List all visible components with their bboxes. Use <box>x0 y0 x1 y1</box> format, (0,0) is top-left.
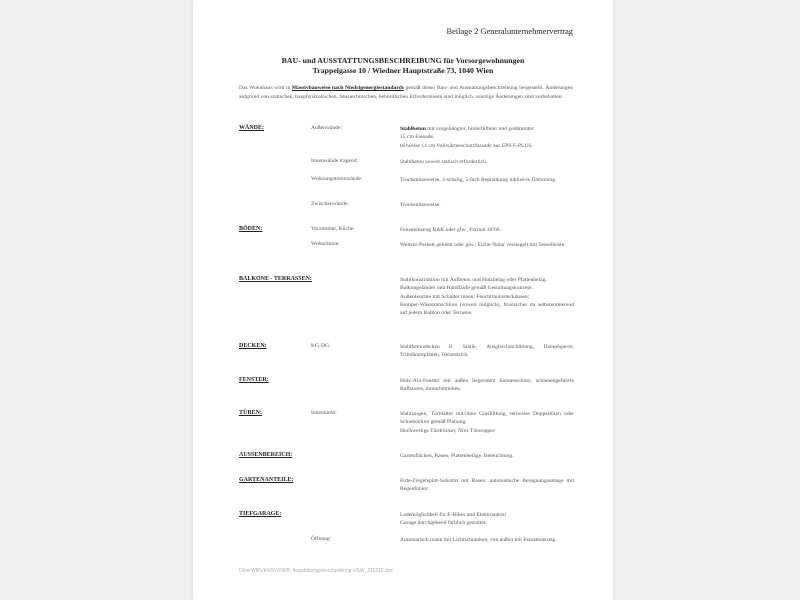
desc-wohnungstrennwaende: Trockenbauweise, 2-schalig, 5-fach Beplankung inklusive Dämmung. <box>400 177 557 183</box>
desc-zwischenwaende: Trockenbauweise. <box>400 202 441 208</box>
label-oeffnung: Öffnung: <box>311 536 332 542</box>
desc-balkone-line4: Kemper-Wasseranschluss (soweit möglich), frostsicher da selbstentleerend auf jedem Balkon oder Terrasse. <box>400 301 574 317</box>
intro-emphasis: Massivbauweise nach Niedrigenergiestandards <box>291 85 405 91</box>
section-gartenanteile-title: GARTENANTEILE: <box>239 477 294 483</box>
label-vorzimmer-kueche: Vorzimmer, Küche: <box>311 226 355 232</box>
desc-balkone <box>400 276 574 317</box>
document-footer-path: DIverWB\VKASVX\WB_Ausstattungsbeschreibung-VSW_211212.doc <box>239 568 394 574</box>
document-title-line2: Trappelgasse 10 / Wiedner Hauptstraße 73, 1040 Wien <box>312 66 494 75</box>
desc-innentueren-line1: Stahlzargen, Türblätter mit/ohne Glasfüllung, teilweise Doppeltüren oder Schiebetüren gemäß Planung. <box>400 411 574 426</box>
label-wohnraeume: Wohnräume: <box>311 241 340 247</box>
section-tiefgarage-title: TIEFGARAGE: <box>239 511 282 517</box>
desc-tiefgarage-line1: Lademöglichkeit für E-Bikes und Elektroautos! <box>400 512 507 518</box>
desc-aussenbereich: Gartenflächen, Rasen, Plattenbeläge, Beleuchtung. <box>400 453 514 459</box>
desc-innentueren-line2: Hochwertige Türdrücker, Niro-Türstopper. <box>400 427 496 434</box>
desc-wohnraeume: Weitzer-Parkett geklebt oder glw., Eiche-Natur versiegelt mit Sesselleiste. <box>400 242 566 248</box>
section-waende-title: WÄNDE: <box>239 125 264 131</box>
desc-fenster: Holz-Alu-Fenster mit außen liegendem Sonnenschutz, schienengeführte Raffstores, motorbetrieben. <box>400 378 574 393</box>
label-zwischenwaende: Zwischenwände: <box>311 201 349 207</box>
desc-tiefgarage <box>400 511 574 528</box>
desc-decken: Stahlbetondecken lt. Statik, Ausgleichsschüttung, Dampfsperre, Trittdämmplatten, Heizestrich. <box>400 344 574 359</box>
document-page <box>193 0 613 600</box>
desc-balkone-line2: Balkongeländer und Handläufe gemäß Gestaltungskonzept. <box>400 285 534 292</box>
attachment-header: Beilage 2 Generalunternehmervertrag <box>446 27 573 36</box>
section-tueren-title: TÜREN: <box>239 410 263 416</box>
desc-innentueren <box>400 410 574 435</box>
section-aussenbereich-title: AUSSENBEREICH: <box>239 452 293 458</box>
section-fenster-title: FENSTER: <box>239 377 269 383</box>
desc-aussenwaende-line3: teilweise 14 cm Vollwärmeschutzfassade aus EPS F-PLUS. <box>400 142 533 149</box>
document-title-line1: BAU- und AUSSTATTUNGSBESCHREIBUNG für Vorsorgewohnungen <box>281 56 525 65</box>
intro-paragraph <box>239 84 573 101</box>
section-balkone-title: BALKONE - TERRASSEN: <box>239 276 312 282</box>
intro-pre: Das Wohnhaus wird in <box>239 85 292 91</box>
desc-aussenwaende-line2: 15 cm Fassade, <box>400 134 435 141</box>
desc-tiefgarage-line2: Garage durchgehend farblich gestaltet. <box>400 520 487 527</box>
section-decken-title: DECKEN: <box>239 343 267 349</box>
label-aussenwaende: Außenwände: <box>311 125 343 131</box>
label-wohnungstrennwaende: Wohnungstrennwände: <box>311 176 363 182</box>
desc-aussenwaende-line1: Stahlbeton mit vorgehängter, hinterlüfteter und gedämmter <box>400 126 534 132</box>
section-boeden-title: BÖDEN: <box>239 226 263 232</box>
intro-post: gemäß dieser Bau- und Ausstattungsbeschreibung hergestellt. Änderungen aufgrund von statischen, bauphysikalischen, haustechnischen, behördlichen Erfordernissen sind möglich, sonstige Änderungen sind vorbehalten. <box>239 85 573 100</box>
label-innenwaende: Innenwände tragend: <box>311 158 359 164</box>
desc-oeffnung: Automatisch innen mit Lichtschranken, von außen mit Fernsteuerung. <box>400 537 557 543</box>
desc-balkone-line3: Außenleuchte mit Schalter innen; Feuchtraumsteckdosen; <box>400 293 530 300</box>
desc-balkone-line1: Stahlkonstruktion mit Aufbeton und Holzbelag oder Plattenbelag, <box>400 277 547 283</box>
label-innentueren: Innentüren: <box>311 410 337 416</box>
desc-aussenwaende <box>400 125 574 150</box>
desc-innenwaende: Stahlbeton soweit statisch erforderlich. <box>400 159 488 165</box>
desc-vorzimmer-kueche: Feinsteinzeug RAK oder glw., Format 30/60. <box>400 227 501 233</box>
label-kg-dg: KG-DG: <box>311 343 331 349</box>
desc-gartenanteile: Erde-Ziegelsplitt-Substrat mit Rasen; automatische Beregnungsanlage mit Regenfühler. <box>400 478 574 493</box>
